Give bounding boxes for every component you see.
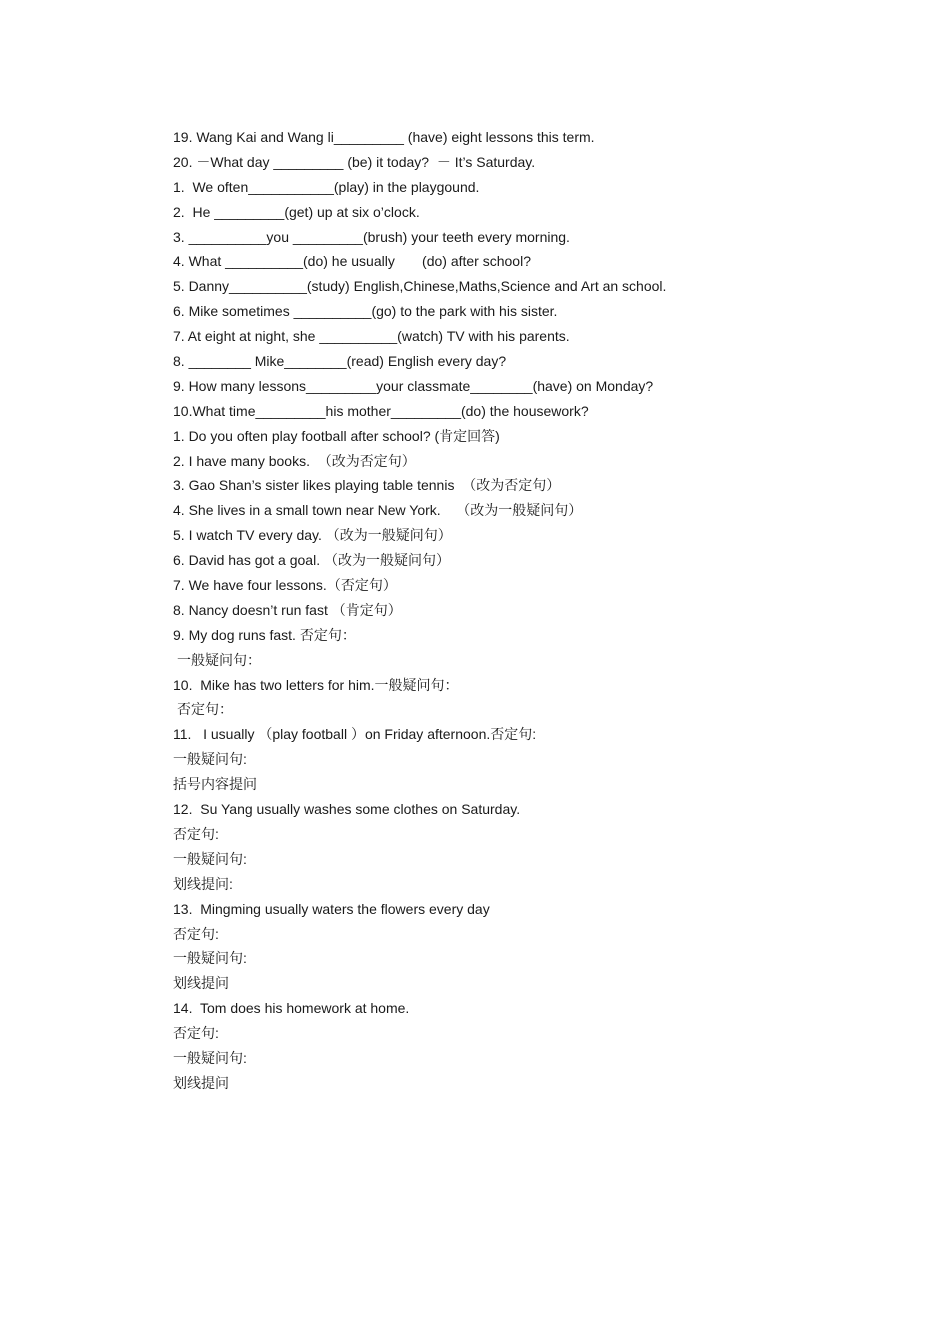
exercise-line: 1. We often___________(play) in the playgound. xyxy=(173,178,480,195)
exercise-line: 13. Mingming usually waters the flowers every day xyxy=(173,900,490,917)
exercise-line: 划线提问: xyxy=(173,875,233,892)
exercise-line: 6. Mike sometimes __________(go) to the park with his sister. xyxy=(173,303,558,320)
exercise-line: 4. She lives in a small town near New York. （改为一般疑问句） xyxy=(173,502,583,519)
exercise-line: 划线提问 xyxy=(173,1074,229,1091)
exercise-line: 11. I usually （play football ）on Friday afternoon.否定句: xyxy=(173,726,537,743)
exercise-line: 一般疑问句： xyxy=(177,651,261,668)
exercise-line: 9. My dog runs fast. 否定句： xyxy=(173,626,356,643)
exercise-line: 4. What __________(do) he usually (do) after school? xyxy=(173,253,531,270)
exercise-line: 14. Tom does his homework at home. xyxy=(173,1000,410,1017)
exercise-line: 8. ________ Mike________(read) English every day? xyxy=(173,353,507,370)
exercise-line: 9. How many lessons_________your classmate________(have) on Monday? xyxy=(173,377,654,394)
exercise-line: 一般疑问句: xyxy=(173,850,247,867)
exercise-line: 5. I watch TV every day. （改为一般疑问句） xyxy=(173,527,452,544)
exercise-line: 划线提问 xyxy=(173,975,229,992)
exercise-line: 2. I have many books. （改为否定句） xyxy=(173,452,416,469)
exercise-line: 1. Do you often play football after school? (肯定回答) xyxy=(173,427,500,444)
exercise-line: 2. He _________(get) up at six o’clock. xyxy=(173,203,420,220)
exercise-line: 20. －What day _________ (be) it today? － It’s Saturday. xyxy=(173,153,536,170)
worksheet-page xyxy=(173,126,873,1097)
exercise-line: 5. Danny__________(study) English,Chinese,Maths,Science and Art an school. xyxy=(173,278,667,295)
exercise-line: 否定句: xyxy=(173,1025,219,1042)
exercise-line: 否定句: xyxy=(173,925,219,942)
exercise-line: 否定句: xyxy=(173,825,219,842)
exercise-line: 一般疑问句: xyxy=(173,950,247,967)
exercise-line: 3. __________you _________(brush) your teeth every morning. xyxy=(173,228,570,245)
exercise-line: 否定句： xyxy=(177,701,233,718)
exercise-line: 7. At eight at night, she __________(watch) TV with his parents. xyxy=(173,328,570,345)
exercise-line: 6. David has got a goal. （改为一般疑问句） xyxy=(173,552,450,569)
exercise-line: 10. Mike has two letters for him.一般疑问句： xyxy=(173,676,459,693)
exercise-line: 括号内容提问 xyxy=(173,776,257,793)
exercise-line: 10.What time_________his mother_________(do) the housework? xyxy=(173,402,589,419)
exercise-line: 8. Nancy doesn’t run fast （肯定句） xyxy=(173,601,402,618)
exercise-line: 7. We have four lessons.（否定句） xyxy=(173,577,397,594)
exercise-line: 一般疑问句: xyxy=(173,751,247,768)
exercise-line: 12. Su Yang usually washes some clothes on Saturday. xyxy=(173,801,521,818)
exercise-line: 3. Gao Shan’s sister likes playing table tennis （改为否定句） xyxy=(173,477,561,494)
exercise-line: 19. Wang Kai and Wang li_________ (have) eight lessons this term. xyxy=(173,129,595,145)
exercise-line: 一般疑问句: xyxy=(173,1049,247,1066)
